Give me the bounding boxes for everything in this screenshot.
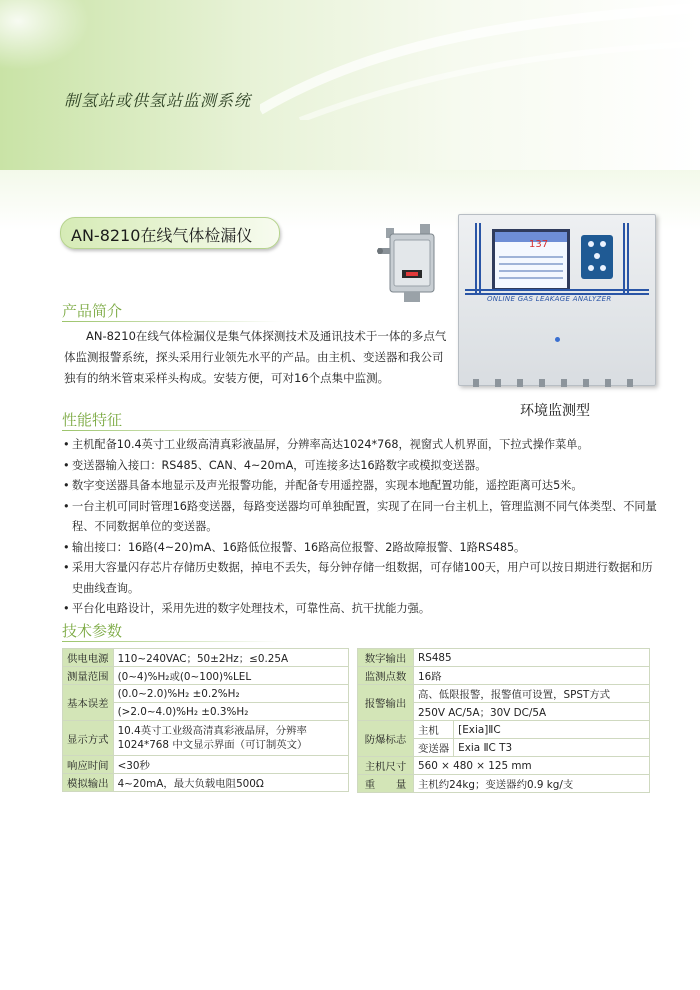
- feature-item: • 平台化电路设计，采用先进的数字处理技术，可靠性高、抗干扰能力强。: [63, 599, 663, 620]
- cable-ports: [473, 379, 643, 387]
- spec-label: 供电电源: [63, 649, 114, 667]
- spec-value: 10.4英寸工业级高清真彩液晶屏，分辨率1024*768 中文显示界面（可订制英文）: [113, 721, 348, 756]
- spec-value: [Exia]ⅡC: [454, 721, 650, 739]
- spec-value: (>2.0~4.0)%H₂ ±0.3%H₂: [113, 703, 348, 721]
- table-row: [358, 775, 650, 793]
- spec-value: 高、低限报警，报警值可设置，SPST方式: [414, 685, 650, 703]
- spec-label: 报警输出: [358, 685, 414, 721]
- product-name-badge: [60, 217, 280, 249]
- intro-heading: 产品简介: [62, 302, 123, 320]
- spec-value: (0~4)%H₂或(0~100)%LEL: [113, 667, 348, 685]
- brush-decoration: [0, 0, 90, 70]
- feature-item: • 采用大容量闪存芯片存储历史数据，掉电不丢失，每分钟存储一组数据，可存储100天，用户可以按日期进行数据和历史曲线查询。: [63, 558, 663, 599]
- table-row: [358, 667, 650, 685]
- spec-sublabel: 主机: [414, 721, 454, 739]
- spec-label: 基本误差: [63, 685, 114, 721]
- product-caption: 环境监测型: [520, 403, 590, 419]
- feature-item: • 变送器输入接口：RS485、CAN、4~20mA，可连接多达16路数字或模拟变送器。: [63, 456, 663, 477]
- spec-label: 测量范围: [63, 667, 114, 685]
- features-divider: [62, 430, 282, 431]
- spec-label: 响应时间: [63, 756, 114, 774]
- document-title: 制氢站或供氢站监测系统: [64, 91, 252, 110]
- intro-divider: [62, 321, 282, 322]
- features-heading: 性能特征: [62, 411, 123, 429]
- features-list: [63, 435, 663, 620]
- spec-label: 监测点数: [358, 667, 414, 685]
- spec-value: 16路: [414, 667, 650, 685]
- table-row: [358, 757, 650, 775]
- spec-label: 模拟输出: [63, 774, 114, 792]
- intro-text: AN-8210在线气体检漏仪是集气体探测技术及通讯技术于一体的多点气体监测报警系统，探头采用行业领先水平的产品。由主机、变送器和我公司独有的纳米管束采样头构成。安装方便，可对16个点集中监测。: [64, 329, 447, 385]
- spec-label: 显示方式: [63, 721, 114, 756]
- table-row: [358, 649, 650, 667]
- spec-sublabel: 变送器: [414, 739, 454, 757]
- analyzer-screen: [492, 229, 570, 291]
- table-row: [358, 721, 650, 739]
- feature-item: • 主机配备10.4英寸工业级高清真彩液晶屏，分辨率高达1024*768，视窗式人机界面，下拉式操作菜单。: [63, 435, 663, 456]
- spec-value: 110~240VAC；50±2Hz；≤0.25A: [113, 649, 348, 667]
- spec-value: 主机约24kg；变送器约0.9 kg/支: [414, 775, 650, 793]
- spec-value: Exia ⅡC T3: [454, 739, 650, 757]
- screen-reading: 137: [529, 239, 549, 250]
- table-row: [63, 685, 349, 703]
- spec-value: (0.0~2.0)%H₂ ±0.2%H₂: [113, 685, 348, 703]
- analyzer-image: [458, 214, 656, 386]
- specs-heading: 技术参数: [62, 622, 123, 640]
- spec-value: 250V AC/5A；30V DC/5A: [414, 703, 650, 721]
- spec-label: 主机尺寸: [358, 757, 414, 775]
- table-row: [63, 649, 349, 667]
- swoosh-decoration: [260, 0, 700, 120]
- spec-value: <30秒: [113, 756, 348, 774]
- specs-table-right: [357, 648, 650, 793]
- table-row: [358, 685, 650, 703]
- table-row: [63, 721, 349, 756]
- feature-item: • 数字变送器具备本地显示及声光报警功能，并配备专用遥控器，实现本地配置功能，遥控距离可达5米。: [63, 476, 663, 497]
- table-row: [63, 667, 349, 685]
- indicator-light: [555, 337, 560, 342]
- table-row: [63, 774, 349, 792]
- feature-item: • 输出接口：16路(4~20)mA、16路低位报警、16路高位报警、2路故障报警、1路RS485。: [63, 538, 663, 559]
- product-name: AN-8210在线气体检漏仪: [71, 226, 253, 245]
- analyzer-panel-label: ONLINE GAS LEAKAGE ANALYZER: [487, 295, 612, 303]
- specs-divider: [62, 641, 282, 642]
- transmitter-image: [376, 222, 444, 304]
- spec-label: 防爆标志: [358, 721, 414, 757]
- table-row: [63, 756, 349, 774]
- feature-item: • 一台主机可同时管理16路变送器，每路变送器均可单独配置，实现了在同一台主机上，管理监测不同气体类型、不同量程、不同数据单位的变送器。: [63, 497, 663, 538]
- spec-value: 560 × 480 × 125 mm: [414, 757, 650, 775]
- specs-table-left: [62, 648, 349, 792]
- spec-value: 4~20mA，最大负载电阻500Ω: [113, 774, 348, 792]
- analyzer-keypad: [581, 235, 613, 279]
- spec-label: 数字输出: [358, 649, 414, 667]
- spec-label: 重 量: [358, 775, 414, 793]
- spec-value: RS485: [414, 649, 650, 667]
